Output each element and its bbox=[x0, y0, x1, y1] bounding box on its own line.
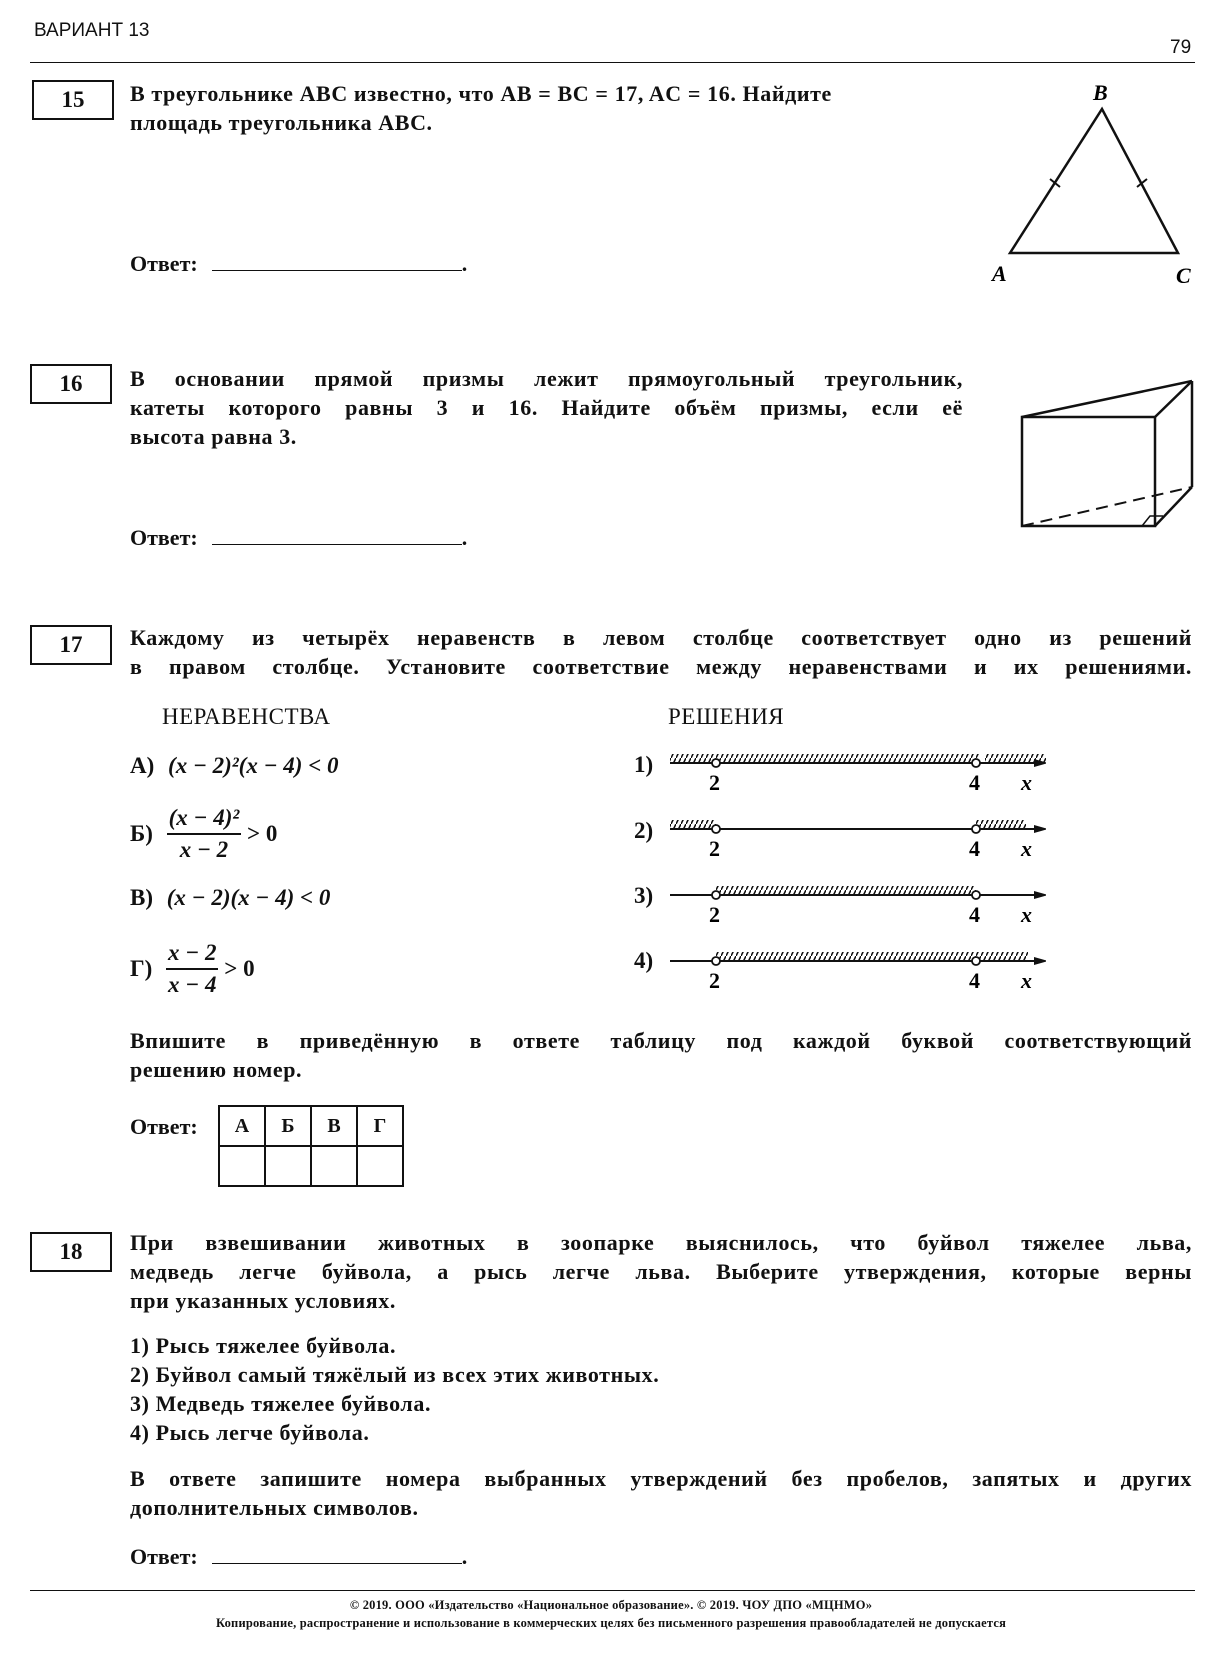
prism-top-edge bbox=[1022, 381, 1192, 417]
q18-option-2: 2) Буйвол самый тяжёлый из всех этих животных. bbox=[130, 1362, 660, 1387]
ineq-b bbox=[130, 805, 277, 863]
answer-cell-a[interactable] bbox=[219, 1146, 265, 1186]
q16-text bbox=[130, 364, 963, 422]
q16-answer-field[interactable] bbox=[212, 524, 462, 545]
svg-text:2: 2 bbox=[709, 770, 720, 795]
sol-3-label: 3) bbox=[634, 883, 654, 908]
footer-rule bbox=[30, 1590, 1195, 1591]
prism-hidden-edge bbox=[1022, 487, 1192, 526]
svg-text:x: x bbox=[1021, 770, 1032, 795]
number-line-2 bbox=[670, 820, 1046, 861]
svg-text:2: 2 bbox=[709, 968, 720, 993]
vertex-b-label: B bbox=[1093, 80, 1108, 105]
svg-text:4: 4 bbox=[969, 770, 980, 795]
q18-instruction-line1: В ответе запишите номера выбранных утверждений без пробелов, запятых и других bbox=[130, 1466, 1192, 1491]
footer-notice: Копирование, распространение и использование в коммерческих целях без письменного разрешения правообладателей не допускается bbox=[215, 1616, 1007, 1630]
q18-text-line1: При взвешивании животных в зоопарке выяснилось, что буйвол тяжелее льва, bbox=[130, 1230, 1192, 1255]
q16-text-line1: В основании прямой призмы лежит прямоугольный треугольник, bbox=[130, 366, 963, 391]
q15-text-line1: В треугольнике ABC известно, что AB = BC = 17, AC = 16. Найдите bbox=[130, 81, 832, 106]
q17-instruction-line1: Впишите в приведённую в ответе таблицу под каждой буквой соответствующий bbox=[130, 1028, 1192, 1053]
ineq-g-label: Г) bbox=[130, 956, 153, 981]
q15-answer-dot: . bbox=[461, 251, 468, 276]
svg-text:x: x bbox=[1021, 836, 1032, 861]
q18-answer-label: Ответ: bbox=[130, 1544, 198, 1569]
ineq-g-numerator: x − 2 bbox=[166, 940, 218, 970]
vertex-a-label: A bbox=[992, 261, 1007, 286]
ineq-v bbox=[130, 885, 330, 911]
q17-number: 17 bbox=[59, 632, 83, 657]
ineq-a-expr: (x − 2)²(x − 4) < 0 bbox=[168, 753, 339, 778]
q17-number-box bbox=[30, 625, 112, 665]
table-header-a: А bbox=[219, 1106, 265, 1146]
q18-option-4: 4) Рысь легче буйвола. bbox=[130, 1420, 370, 1445]
header-rule bbox=[30, 62, 1195, 63]
q15-text-line2: площадь треугольника ABC. bbox=[130, 110, 433, 135]
q15-number-box bbox=[32, 80, 114, 120]
ineq-a bbox=[130, 753, 339, 779]
vertex-c-label: C bbox=[1176, 263, 1191, 288]
q18-answer bbox=[130, 1543, 467, 1570]
answer-cell-b[interactable] bbox=[265, 1146, 311, 1186]
svg-text:4: 4 bbox=[969, 902, 980, 927]
solutions-number-lines bbox=[666, 748, 1046, 1008]
q18-text-line2: медведь легче буйвола, а рысь легче льва. Выберите утверждения, которые верны bbox=[130, 1259, 1192, 1284]
q17-instruction-line2: решению номер. bbox=[130, 1057, 303, 1082]
svg-text:x: x bbox=[1021, 902, 1032, 927]
number-line-1 bbox=[670, 754, 1046, 795]
right-column-heading: РЕШЕНИЯ bbox=[668, 704, 785, 729]
q16-answer bbox=[130, 524, 467, 551]
left-column-heading: НЕРАВЕНСТВА bbox=[162, 704, 331, 729]
sol-2-label: 2) bbox=[634, 818, 654, 843]
q15-answer bbox=[130, 250, 467, 277]
q15-triangle-figure bbox=[980, 75, 1200, 290]
q16-number-box bbox=[30, 364, 112, 404]
ineq-b-numerator: (x − 4)² bbox=[167, 805, 242, 835]
ineq-g-denominator: x − 4 bbox=[168, 972, 217, 997]
q15-number: 15 bbox=[61, 87, 85, 112]
prism-bottom-right-edge bbox=[1155, 487, 1192, 526]
q17-text-line2: в правом столбце. Установите соответствие между неравенствами и их решениями. bbox=[130, 654, 1192, 679]
number-line-3 bbox=[670, 886, 1046, 927]
sol-4-label: 4) bbox=[634, 948, 654, 973]
ineq-b-denominator: x − 2 bbox=[179, 837, 229, 862]
q18-text bbox=[130, 1228, 1192, 1286]
q18-answer-field[interactable] bbox=[212, 1543, 462, 1564]
q18-number: 18 bbox=[59, 1239, 83, 1264]
ineq-g-relation: > 0 bbox=[224, 956, 255, 981]
answer-cell-g[interactable] bbox=[357, 1146, 403, 1186]
q15-answer-field[interactable] bbox=[212, 250, 462, 271]
sol-1-label: 1) bbox=[634, 752, 654, 777]
q18-instruction-line2: дополнительных символов. bbox=[130, 1495, 419, 1520]
ineq-g-fraction bbox=[166, 940, 218, 998]
q18-text-line3: при указанных условиях. bbox=[130, 1288, 396, 1313]
q16-text-line3: высота равна 3. bbox=[130, 424, 297, 449]
table-header-g: Г bbox=[357, 1106, 403, 1146]
q16-number: 16 bbox=[59, 371, 83, 396]
q15-text bbox=[130, 79, 960, 137]
q17-text bbox=[130, 623, 1192, 681]
q18-options bbox=[130, 1331, 659, 1447]
q18-answer-dot: . bbox=[461, 1544, 468, 1569]
q18-number-box bbox=[30, 1232, 112, 1272]
ineq-v-expr: (x − 2)(x − 4) < 0 bbox=[166, 885, 331, 910]
q16-answer-dot: . bbox=[461, 525, 468, 550]
variant-title: ВАРИАНТ 13 bbox=[34, 20, 150, 41]
table-header-b: Б bbox=[265, 1106, 311, 1146]
ineq-b-relation: > 0 bbox=[247, 821, 278, 846]
q18-option-1: 1) Рысь тяжелее буйвола. bbox=[130, 1333, 397, 1358]
page-number: 79 bbox=[1170, 37, 1192, 58]
svg-text:4: 4 bbox=[969, 968, 980, 993]
ineq-b-label: Б) bbox=[130, 821, 153, 846]
q16-text-line2: катеты которого равны 3 и 16. Найдите объём призмы, если её bbox=[130, 395, 963, 420]
svg-text:2: 2 bbox=[709, 836, 720, 861]
q18-option-3: 3) Медведь тяжелее буйвола. bbox=[130, 1391, 432, 1416]
q15-answer-label: Ответ: bbox=[130, 251, 198, 276]
q17-text-line1: Каждому из четырёх неравенств в левом столбце соответствует одно из решений bbox=[130, 625, 1192, 650]
table-header-v: В bbox=[311, 1106, 357, 1146]
svg-text:2: 2 bbox=[709, 902, 720, 927]
q17-answer-label: Ответ: bbox=[130, 1114, 198, 1139]
q16-prism-figure bbox=[1010, 375, 1210, 535]
ineq-a-label: А) bbox=[130, 753, 155, 778]
number-line-4 bbox=[670, 952, 1046, 993]
footer-copyright: © 2019. ООО «Издательство «Национальное образование». © 2019. ЧОУ ДПО «МЦНМО» bbox=[349, 1598, 873, 1612]
svg-text:x: x bbox=[1021, 968, 1032, 993]
q17-answer-table bbox=[218, 1105, 404, 1187]
q16-answer-label: Ответ: bbox=[130, 525, 198, 550]
ineq-g bbox=[130, 940, 255, 998]
triangle-abc bbox=[1010, 109, 1178, 253]
ineq-b-fraction bbox=[167, 805, 242, 863]
ineq-v-label: В) bbox=[130, 885, 153, 910]
svg-text:4: 4 bbox=[969, 836, 980, 861]
prism-front-face bbox=[1022, 417, 1155, 526]
answer-cell-v[interactable] bbox=[311, 1146, 357, 1186]
